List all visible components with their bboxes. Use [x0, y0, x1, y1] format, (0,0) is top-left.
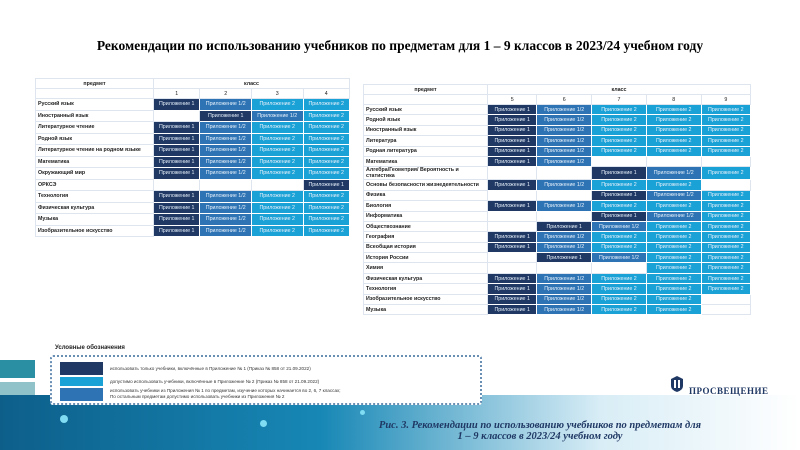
grade-header: 9	[701, 95, 750, 105]
cell-app-1: Приложение 1	[154, 156, 200, 168]
subject-name: Иностранный язык	[364, 125, 488, 135]
cell-app-12: Приложение 1/2	[200, 225, 252, 237]
decor-bar	[0, 360, 35, 378]
cell-app-12: Приложение 1/2	[537, 105, 592, 115]
cell-app-12: Приложение 1/2	[200, 156, 252, 168]
blank-header	[36, 89, 154, 99]
empty-cell	[537, 211, 592, 221]
cell-app-2: Приложение 2	[701, 263, 750, 273]
cell-app-1: Приложение 1	[154, 168, 200, 180]
cell-app-2: Приложение 2	[251, 99, 303, 111]
cell-app-2: Приложение 2	[592, 201, 647, 211]
cell-app-12: Приложение 1/2	[200, 214, 252, 226]
cell-app-2: Приложение 2	[592, 125, 647, 135]
table-row	[36, 191, 350, 203]
cell-app-2: Приложение 2	[592, 242, 647, 252]
table-row	[36, 122, 350, 134]
table-row	[364, 146, 751, 156]
empty-cell	[154, 179, 200, 191]
logo-icon	[670, 376, 684, 392]
cell-app-12: Приложение 1/2	[592, 253, 647, 263]
cell-app-2: Приложение 2	[592, 294, 647, 304]
table-grades-1-4	[35, 78, 350, 237]
cell-app-1: Приложение 1	[154, 145, 200, 157]
cell-app-12: Приложение 1/2	[200, 99, 252, 111]
subject-name: Окружающий мир	[36, 168, 154, 180]
cell-app-12: Приложение 1/2	[646, 167, 701, 180]
cell-app-1: Приложение 1	[154, 214, 200, 226]
subject-name: Обществознание	[364, 221, 488, 231]
table-grades-5-9	[363, 84, 751, 315]
cell-app-2: Приложение 2	[303, 202, 350, 214]
table-row	[364, 211, 751, 221]
cell-app-2: Приложение 2	[251, 225, 303, 237]
subject-name: История России	[364, 253, 488, 263]
subject-name: Русский язык	[364, 105, 488, 115]
cell-app-2: Приложение 2	[646, 136, 701, 146]
cell-app-1: Приложение 1	[488, 115, 537, 125]
legend-swatch-app2	[60, 377, 103, 386]
empty-cell	[488, 167, 537, 180]
cell-app-2: Приложение 2	[646, 115, 701, 125]
legend-text-app12-note: По остальным предметам допустимо использовать учебники из Приложения № 2	[110, 394, 285, 399]
table-row	[364, 136, 751, 146]
cell-app-1: Приложение 1	[154, 122, 200, 134]
cell-app-1: Приложение 1	[154, 202, 200, 214]
page-title: Рекомендации по использованию учебников по предметам для 1 – 9 классов в 2023/24 учебном году	[96, 38, 704, 53]
cell-app-12: Приложение 1/2	[200, 191, 252, 203]
subject-name: География	[364, 232, 488, 242]
empty-cell	[251, 179, 303, 191]
grade-header: 7	[592, 95, 647, 105]
table-row	[36, 179, 350, 191]
subject-name: Литературное чтение на родном языке	[36, 145, 154, 157]
subject-name: Математика	[36, 156, 154, 168]
legend-title: Условные обозначения	[55, 345, 125, 351]
subject-name: Информатика	[364, 211, 488, 221]
subject-name: Технология	[364, 284, 488, 294]
table-row	[36, 202, 350, 214]
cell-app-1: Приложение 1	[488, 201, 537, 211]
cell-app-12: Приложение 1/2	[200, 133, 252, 145]
grade-header: 1	[154, 89, 200, 99]
table-row	[364, 115, 751, 125]
subject-name: Физика	[364, 190, 488, 200]
cell-app-1: Приложение 1	[303, 179, 350, 191]
cell-app-2: Приложение 2	[251, 122, 303, 134]
cell-app-1: Приложение 1	[154, 133, 200, 145]
class-header: класс	[488, 85, 751, 95]
cell-app-2: Приложение 2	[251, 202, 303, 214]
empty-cell	[488, 190, 537, 200]
figure-caption	[330, 420, 750, 442]
empty-cell	[701, 305, 750, 315]
table-row	[364, 294, 751, 304]
cell-app-2: Приложение 2	[251, 191, 303, 203]
cell-app-1: Приложение 1	[537, 221, 592, 231]
cell-app-1: Приложение 1	[488, 232, 537, 242]
table-row	[36, 145, 350, 157]
cell-app-2: Приложение 2	[646, 221, 701, 231]
grade-header: 8	[646, 95, 701, 105]
legend-swatch-app1	[60, 362, 103, 375]
empty-cell	[592, 156, 647, 166]
cell-app-1: Приложение 1	[488, 305, 537, 315]
empty-cell	[488, 211, 537, 221]
cell-app-2: Приложение 2	[701, 105, 750, 115]
cell-app-2: Приложение 2	[592, 232, 647, 242]
cell-app-2: Приложение 2	[701, 201, 750, 211]
table-row	[364, 167, 751, 180]
cell-app-1: Приложение 1	[488, 136, 537, 146]
empty-cell	[154, 110, 200, 122]
subject-name: Биология	[364, 201, 488, 211]
empty-cell	[701, 156, 750, 166]
cell-app-1: Приложение 1	[488, 284, 537, 294]
cell-app-12: Приложение 1/2	[537, 232, 592, 242]
cell-app-2: Приложение 2	[646, 180, 701, 190]
cell-app-12: Приложение 1/2	[646, 190, 701, 200]
cell-app-2: Приложение 2	[701, 146, 750, 156]
cell-app-2: Приложение 2	[592, 305, 647, 315]
empty-cell	[488, 221, 537, 231]
cell-app-2: Приложение 2	[701, 242, 750, 252]
subject-header: предмет	[364, 85, 488, 95]
cell-app-2: Приложение 2	[251, 145, 303, 157]
grade-header: 5	[488, 95, 537, 105]
table-row	[36, 156, 350, 168]
cell-app-2: Приложение 2	[646, 263, 701, 273]
cell-app-2: Приложение 2	[592, 284, 647, 294]
legend-text-app2: допустимо использовать учебники, включённые в Приложение № 2 (Приказ № 858 от 21.09.2022)	[110, 379, 320, 384]
table-row	[36, 110, 350, 122]
table-row	[364, 156, 751, 166]
caption-line-1: Рис. 3. Рекомендации по использованию учебников по предметам для	[378, 420, 702, 431]
empty-cell	[537, 190, 592, 200]
cell-app-1: Приложение 1	[488, 242, 537, 252]
cell-app-2: Приложение 2	[592, 105, 647, 115]
cell-app-2: Приложение 2	[303, 214, 350, 226]
table-row	[36, 168, 350, 180]
cell-app-12: Приложение 1/2	[537, 146, 592, 156]
cell-app-1: Приложение 1	[488, 125, 537, 135]
cell-app-1: Приложение 1	[154, 99, 200, 111]
subject-name: Родной язык	[364, 115, 488, 125]
cell-app-12: Приложение 1/2	[537, 156, 592, 166]
cell-app-2: Приложение 2	[701, 125, 750, 135]
cell-app-2: Приложение 2	[701, 136, 750, 146]
cell-app-2: Приложение 2	[303, 99, 350, 111]
cell-app-2: Приложение 2	[592, 136, 647, 146]
cell-app-12: Приложение 1/2	[200, 168, 252, 180]
empty-cell	[592, 263, 647, 273]
grade-header: 4	[303, 89, 350, 99]
cell-app-12: Приложение 1/2	[200, 202, 252, 214]
table-row	[36, 99, 350, 111]
table-row	[364, 232, 751, 242]
cell-app-2: Приложение 2	[701, 221, 750, 231]
decor-dot	[260, 420, 267, 427]
table-row	[364, 190, 751, 200]
subject-name: Технология	[36, 191, 154, 203]
cell-app-2: Приложение 2	[646, 201, 701, 211]
subject-name: Химия	[364, 263, 488, 273]
legend-box	[50, 355, 482, 405]
empty-cell	[701, 294, 750, 304]
cell-app-2: Приложение 2	[701, 273, 750, 283]
cell-app-2: Приложение 2	[592, 180, 647, 190]
decor-dot	[360, 410, 365, 415]
cell-app-2: Приложение 2	[646, 253, 701, 263]
cell-app-12: Приложение 1/2	[646, 211, 701, 221]
prosveshchenie-logo	[670, 372, 768, 396]
cell-app-2: Приложение 2	[701, 190, 750, 200]
caption-line-2: 1 – 9 классов в 2023/24 учебном году	[457, 431, 623, 442]
cell-app-2: Приложение 2	[646, 273, 701, 283]
cell-app-2: Приложение 2	[303, 191, 350, 203]
cell-app-2: Приложение 2	[303, 122, 350, 134]
subject-name: Физическая культура	[36, 202, 154, 214]
cell-app-12: Приложение 1/2	[537, 136, 592, 146]
cell-app-2: Приложение 2	[701, 211, 750, 221]
cell-app-12: Приложение 1/2	[537, 294, 592, 304]
empty-cell	[537, 167, 592, 180]
cell-app-2: Приложение 2	[646, 232, 701, 242]
table-row	[364, 180, 751, 190]
subject-name: Алгебра/Геометрия/ Вероятность и статистика	[364, 167, 488, 180]
cell-app-1: Приложение 1	[537, 253, 592, 263]
cell-app-2: Приложение 2	[701, 115, 750, 125]
cell-app-2: Приложение 2	[646, 242, 701, 252]
cell-app-1: Приложение 1	[488, 156, 537, 166]
empty-cell	[488, 253, 537, 263]
cell-app-2: Приложение 2	[701, 167, 750, 180]
cell-app-2: Приложение 2	[646, 146, 701, 156]
subject-name: Всеобщая история	[364, 242, 488, 252]
cell-app-2: Приложение 2	[701, 284, 750, 294]
table-row	[364, 125, 751, 135]
subject-name: Иностранный язык	[36, 110, 154, 122]
cell-app-2: Приложение 2	[701, 232, 750, 242]
table-row	[364, 305, 751, 315]
cell-app-12: Приложение 1/2	[537, 115, 592, 125]
subject-name: Изобразительное искусство	[36, 225, 154, 237]
cell-app-12: Приложение 1/2	[251, 110, 303, 122]
cell-app-12: Приложение 1/2	[537, 242, 592, 252]
cell-app-2: Приложение 2	[592, 146, 647, 156]
legend-text-app1: использовать только учебники, включённые в Приложение № 1 (Приказ № 858 от 21.09.2022)	[110, 366, 311, 371]
table-row	[364, 284, 751, 294]
subject-name: ОРКСЭ	[36, 179, 154, 191]
table-row	[364, 242, 751, 252]
cell-app-2: Приложение 2	[303, 133, 350, 145]
cell-app-2: Приложение 2	[251, 214, 303, 226]
grade-header: 2	[200, 89, 252, 99]
subject-name: Изобразительное искусство	[364, 294, 488, 304]
cell-app-12: Приложение 1/2	[537, 201, 592, 211]
table-row	[364, 253, 751, 263]
subject-header: предмет	[36, 79, 154, 89]
empty-cell	[537, 263, 592, 273]
logo-text: ПРОСВЕЩЕНИЕ	[689, 386, 769, 396]
cell-app-1: Приложение 1	[488, 146, 537, 156]
cell-app-1: Приложение 1	[488, 105, 537, 115]
cell-app-12: Приложение 1/2	[592, 221, 647, 231]
cell-app-2: Приложение 2	[646, 305, 701, 315]
cell-app-2: Приложение 2	[646, 125, 701, 135]
empty-cell	[488, 263, 537, 273]
subject-name: Музыка	[36, 214, 154, 226]
subject-name: Музыка	[364, 305, 488, 315]
grade-header: 3	[251, 89, 303, 99]
cell-app-12: Приложение 1/2	[200, 145, 252, 157]
cell-app-12: Приложение 1/2	[537, 125, 592, 135]
cell-app-2: Приложение 2	[592, 115, 647, 125]
cell-app-1: Приложение 1	[488, 294, 537, 304]
subject-name: Русский язык	[36, 99, 154, 111]
cell-app-12: Приложение 1/2	[537, 305, 592, 315]
cell-app-2: Приложение 2	[251, 133, 303, 145]
grade-header: 6	[537, 95, 592, 105]
subject-name: Физическая культура	[364, 273, 488, 283]
subject-name: Основы безопасности жизнедеятельности	[364, 180, 488, 190]
table-row	[364, 273, 751, 283]
table-row	[364, 221, 751, 231]
table-row	[364, 105, 751, 115]
table-row	[36, 214, 350, 226]
legend-swatch-app12	[60, 388, 103, 401]
class-header: класс	[154, 79, 350, 89]
cell-app-12: Приложение 1/2	[537, 284, 592, 294]
subject-name: Родной язык	[36, 133, 154, 145]
cell-app-2: Приложение 2	[701, 253, 750, 263]
cell-app-2: Приложение 2	[592, 273, 647, 283]
table-row	[36, 225, 350, 237]
blank-header	[364, 95, 488, 105]
cell-app-2: Приложение 2	[646, 105, 701, 115]
cell-app-2: Приложение 2	[303, 156, 350, 168]
cell-app-2: Приложение 2	[646, 284, 701, 294]
subject-name: Математика	[364, 156, 488, 166]
cell-app-12: Приложение 1/2	[537, 180, 592, 190]
subject-name: Литература	[364, 136, 488, 146]
decor-dot	[60, 415, 68, 423]
cell-app-1: Приложение 1	[154, 191, 200, 203]
cell-app-2: Приложение 2	[303, 168, 350, 180]
cell-app-2: Приложение 2	[303, 110, 350, 122]
cell-app-1: Приложение 1	[592, 211, 647, 221]
cell-app-1: Приложение 1	[154, 225, 200, 237]
table-row	[364, 201, 751, 211]
empty-cell	[200, 179, 252, 191]
empty-cell	[701, 180, 750, 190]
cell-app-1: Приложение 1	[488, 180, 537, 190]
cell-app-1: Приложение 1	[200, 110, 252, 122]
cell-app-2: Приложение 2	[303, 225, 350, 237]
cell-app-12: Приложение 1/2	[200, 122, 252, 134]
empty-cell	[646, 156, 701, 166]
cell-app-2: Приложение 2	[646, 294, 701, 304]
cell-app-2: Приложение 2	[251, 156, 303, 168]
subject-name: Литературное чтение	[36, 122, 154, 134]
cell-app-2: Приложение 2	[251, 168, 303, 180]
table-row	[364, 263, 751, 273]
subject-name: Родная литература	[364, 146, 488, 156]
cell-app-1: Приложение 1	[488, 273, 537, 283]
cell-app-2: Приложение 2	[303, 145, 350, 157]
cell-app-1: Приложение 1	[592, 190, 647, 200]
cell-app-1: Приложение 1	[592, 167, 647, 180]
cell-app-12: Приложение 1/2	[537, 273, 592, 283]
legend-text-app12: использовать учебники из Приложения № 1 по предметам, изучение которых начинается во 2, 6, 7 классах;	[110, 388, 341, 393]
table-row	[36, 133, 350, 145]
